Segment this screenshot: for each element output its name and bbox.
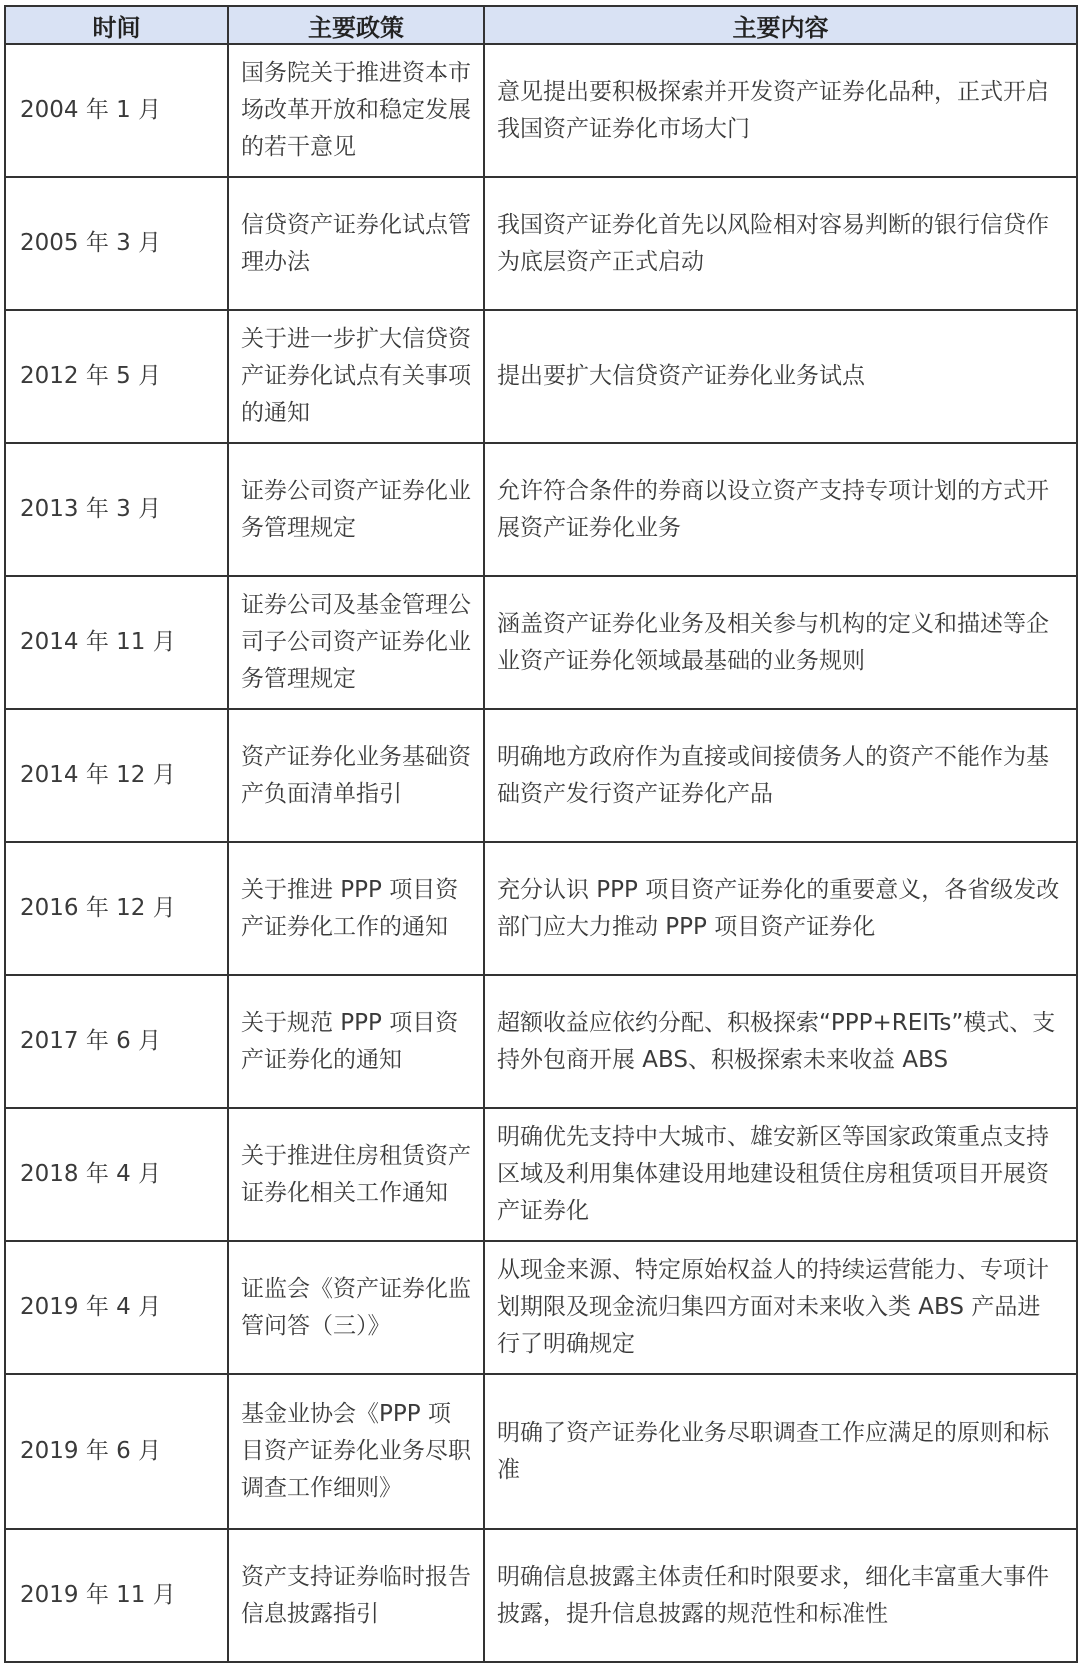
time-cell: 2018 年 4 月	[5, 1108, 228, 1241]
content-cell: 从现金来源、特定原始权益人的持续运营能力、专项计划期限及现金流归集四方面对未来收入类 ABS 产品进行了明确规定	[484, 1241, 1077, 1374]
header-content: 主要内容	[484, 6, 1077, 44]
table-row	[5, 177, 1077, 310]
policy-cell: 关于规范 PPP 项目资产证券化的通知	[228, 975, 484, 1108]
content-cell: 涵盖资产证券化业务及相关参与机构的定义和描述等企业资产证券化领域最基础的业务规则	[484, 576, 1077, 709]
policy-cell: 证券公司资产证券化业务管理规定	[228, 443, 484, 576]
policy-cell: 证券公司及基金管理公司子公司资产证券化业务管理规定	[228, 576, 484, 709]
policy-table-container	[4, 5, 1076, 1663]
policy-cell: 关于推进住房租赁资产证券化相关工作通知	[228, 1108, 484, 1241]
table-row	[5, 1374, 1077, 1529]
policy-cell: 信贷资产证券化试点管理办法	[228, 177, 484, 310]
table-row	[5, 975, 1077, 1108]
header-time: 时间	[5, 6, 228, 44]
content-cell: 充分认识 PPP 项目资产证券化的重要意义，各省级发改部门应大力推动 PPP 项目资产证券化	[484, 842, 1077, 975]
policy-cell: 证监会《资产证券化监管问答（三）》	[228, 1241, 484, 1374]
table-row	[5, 443, 1077, 576]
content-cell: 我国资产证券化首先以风险相对容易判断的银行信贷作为底层资产正式启动	[484, 177, 1077, 310]
table-row	[5, 310, 1077, 443]
table-row	[5, 709, 1077, 842]
content-cell: 意见提出要积极探索并开发资产证券化品种，正式开启我国资产证券化市场大门	[484, 44, 1077, 177]
content-cell: 明确优先支持中大城市、雄安新区等国家政策重点支持区域及利用集体建设用地建设租赁住房租赁项目开展资产证券化	[484, 1108, 1077, 1241]
time-cell: 2019 年 6 月	[5, 1374, 228, 1529]
time-cell: 2014 年 12 月	[5, 709, 228, 842]
table-row	[5, 842, 1077, 975]
policy-cell: 基金业协会《PPP 项目资产证券化业务尽职调查工作细则》	[228, 1374, 484, 1529]
policy-cell: 资产支持证券临时报告信息披露指引	[228, 1529, 484, 1662]
content-cell: 明确地方政府作为直接或间接债务人的资产不能作为基础资产发行资产证券化产品	[484, 709, 1077, 842]
header-policy: 主要政策	[228, 6, 484, 44]
table-row	[5, 1529, 1077, 1662]
time-cell: 2005 年 3 月	[5, 177, 228, 310]
policy-cell: 关于推进 PPP 项目资产证券化工作的通知	[228, 842, 484, 975]
policy-cell: 国务院关于推进资本市场改革开放和稳定发展的若干意见	[228, 44, 484, 177]
table-row	[5, 576, 1077, 709]
table-row	[5, 44, 1077, 177]
time-cell: 2014 年 11 月	[5, 576, 228, 709]
content-cell: 明确信息披露主体责任和时限要求，细化丰富重大事件披露，提升信息披露的规范性和标准性	[484, 1529, 1077, 1662]
time-cell: 2012 年 5 月	[5, 310, 228, 443]
time-cell: 2017 年 6 月	[5, 975, 228, 1108]
time-cell: 2019 年 4 月	[5, 1241, 228, 1374]
content-cell: 超额收益应依约分配、积极探索“PPP+REITs”模式、支持外包商开展 ABS、积极探索未来收益 ABS	[484, 975, 1077, 1108]
time-cell: 2016 年 12 月	[5, 842, 228, 975]
policy-cell: 关于进一步扩大信贷资产证券化试点有关事项的通知	[228, 310, 484, 443]
time-cell: 2013 年 3 月	[5, 443, 228, 576]
table-row	[5, 1241, 1077, 1374]
policy-cell: 资产证券化业务基础资产负面清单指引	[228, 709, 484, 842]
table-row	[5, 1108, 1077, 1241]
time-cell: 2019 年 11 月	[5, 1529, 228, 1662]
time-cell: 2004 年 1 月	[5, 44, 228, 177]
content-cell: 明确了资产证券化业务尽职调查工作应满足的原则和标准	[484, 1374, 1077, 1529]
table-header-row	[5, 6, 1077, 44]
content-cell: 允许符合条件的券商以设立资产支持专项计划的方式开展资产证券化业务	[484, 443, 1077, 576]
content-cell: 提出要扩大信贷资产证券化业务试点	[484, 310, 1077, 443]
policy-table	[4, 5, 1078, 1663]
